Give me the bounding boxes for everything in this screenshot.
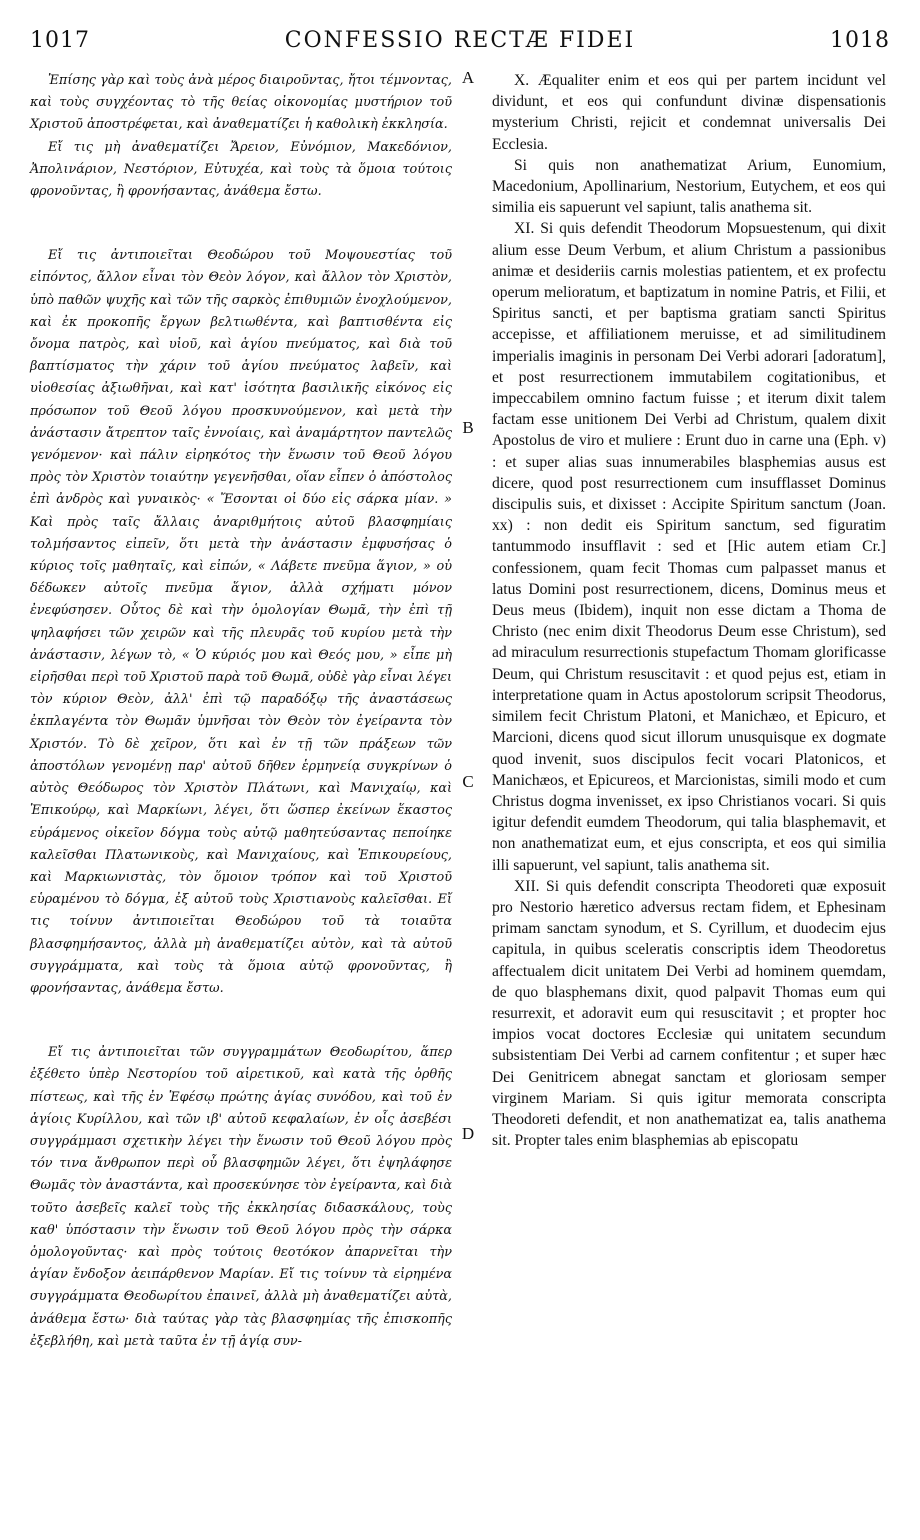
latin-paragraph: X. Æqualiter enim et eos qui per partem incidunt vel dividunt, et eos qui confundunt divinæ dispensationis mysterium Christi, rejicit et condemnat universalis Dei Ecclesia. bbox=[492, 72, 886, 153]
page-header bbox=[0, 0, 920, 70]
running-title: CONFESSIO RECTÆ FIDEI bbox=[284, 28, 636, 53]
greek-paragraph: Εἴ τις μὴ ἀναθεματίζει Ἄρειον, Εὐνόμιον, Μακεδόνιον, Ἀπολινάριον, Νεστόριον, Εὐτυχέα, καὶ τοὺς τὰ ὅμοια τούτοις φρονοῦντας, ἢ φρονήσαντας, ἀνάθεμα ἔστω. bbox=[30, 139, 452, 200]
latin-paragraph: XI. Si quis defendit Theodorum Mopsuestenum, qui dixit alium esse Deum Verbum, et alium Christum a passionibus animæ et desideriis carnis molestias patientem, et ex profectu operum melioratum, et baptizatum in nomine Patris, et Filii, et Spiritus sancti, et per baptisma gratiam sancti Spiritus accepisse, et affiliationem meruisse, et ad similitudinem imperialis imaginis in personam Dei Verbi adorari [adoratum], et post resurrectionem immutabilem cogitationibus, et impeccabilem omnino factum fuisse ; et iterum dixit talem factam esse unitionem Dei Verbi ad Christum, qualem dixit Apostolus de viro et muliere : Erunt duo in carne una (Eph. v) : et super alias suas innumerabiles blasphemias ausus est dicere, quod post resurrectionem cum insufflasset Dominus discipulis suis, et dixisset : Accipite Spiritum sanctum (Joan. xx) : non dedit eis Spiritum sanctum, sed figuratim tantummodo insufflavit : sed et [Hic autem etiam Cr.] confessionem, quam fecit Thomas cum palpasset manus et latus Domini post resurrectionem, dicens, Dominus meus et Deus meus (Ibidem), inquit non esse dictam a Thoma de Christo (nec enim dixit Theodorus Deum esse Christum), sed ad miraculum resurrectionis stupefactum Thomam glorificasse Deum, qui Christum resuscitavit : et quod pejus est, etiam in interpretatione quam in Actus apostolorum scripsit Theodorus, similem fecit Christum Platoni, et Manichæo, et Epicuro, et Marcioni, dicens quod sicut illorum unusquisque ex dogmate quod invenit, suos discipulos fecit vocari Platonicos, et Manichæos, et Epicureos, et Marcionistas, simili modo et cum Christus dogma invenisset, ex ipso Christianos vocari. Si quis igitur defendit eumdem Theodorum, qui talia blasphemavit, et non anathematizat eum, et ejus conscripta, et eos qui similia illi sapuerunt, vel sapiunt, talis anathema sit. bbox=[492, 220, 886, 874]
paragraph-gap bbox=[30, 203, 452, 245]
latin-column bbox=[492, 70, 886, 1151]
page-number-right: 1018 bbox=[830, 28, 890, 53]
greek-paragraph: Εἴ τις ἀντιποιεῖται Θεοδώρου τοῦ Μοψουεστίας τοῦ εἰπόντος, ἄλλον εἶναι τὸν Θεὸν λόγον, καὶ ἄλλον τὸν Χριστὸν, ὑπὸ παθῶν ψυχῆς καὶ τῶν τῆς σαρκὸς ἐπιθυμιῶν ἐνοχλούμενον, καὶ ἐκ προκοπῆς ἔργων βελτιωθέντα, καὶ βαπτισθέντα εἰς ὄνομα πατρὸς, καὶ υἱοῦ, καὶ ἁγίου πνεύματος, καὶ διὰ τοῦ βαπτίσματος τὴν χάριν τοῦ ἁγίου πνεύματος λαβεῖν, καὶ υἱοθεσίας ἀξιωθῆναι, καὶ κατ' ἰσότητα βασιλικῆς εἰκόνος εἰς πρόσωπον τοῦ Θεοῦ λόγου προσκυνούμενον, καὶ μετὰ τὴν ἀνάστασιν ἄτρεπτον ταῖς ἐννοίαις, καὶ ἀναμάρτητον παντελῶς γενόμενον· καὶ πάλιν εἰρηκότος τὴν ἕνωσιν τοῦ Θεοῦ λόγου πρὸς τὸν Χριστὸν τοιαύτην γεγενῆσθαι, οἵαν εἶπεν ὁ ἀπόστολος ἐπὶ ἀνδρὸς καὶ γυναικὸς· « Ἔσονται οἱ δύο εἰς σάρκα μίαν. » Καὶ πρὸς ταῖς ἄλλαις ἀναριθμήτοις αὐτοῦ βλασφημίαις τολμήσαντος εἰπεῖν, ὅτι μετὰ τὴν ἀνάστασιν ἐμφυσήσας ὁ κύριος τοῖς μαθηταῖς, καὶ εἰπών, « Λάβετε πνεῦμα ἅγιον, » οὐ δέδωκεν αὐτοῖς πνεῦμα ἅγιον, ἀλλὰ σχήματι μόνον ἐνεφύσησεν. Οὗτος δὲ καὶ τὴν ὁμολογίαν Θωμᾶ, τὴν ἐπὶ τῇ ψηλαφήσει τῶν χειρῶν καὶ τῆς πλευρᾶς τοῦ κυρίου μετὰ τὴν ἀνάστασιν, λέγων τὸ, « Ὁ κύριός μου καὶ Θεός μου, » εἶπε μὴ εἰρῆσθαι περὶ τοῦ Χριστοῦ παρὰ τοῦ Θωμᾶ, οὐδὲ γὰρ εἶναι λέγει τὸν κύριον Θεὸν, ἀλλ' ἐπὶ τῷ παραδόξῳ τῆς ἀναστάσεως ἐκπλαγέντα τὸν Θωμᾶν ὑμνῆσαι τὸν Θεὸν τὸν ἐγείραντα τὸν Χριστόν. Τὸ δὲ χεῖρον, ὅτι καὶ ἐν τῇ τῶν πράξεων τῶν ἀποστόλων γενομένῃ παρ' αὐτοῦ δῆθεν ἑρμηνείᾳ συγκρίνων ὁ αὐτὸς Θεόδωρος τὸν Χριστὸν Πλάτωνι, καὶ Μανιχαίῳ, καὶ Ἐπικούρῳ, καὶ Μαρκίωνι, λέγει, ὅτι ὥσπερ ἐκείνων ἕκαστος εὑράμενος οἰκεῖον δόγμα τοὺς αὐτῷ μαθητεύσαντας πεποίηκε καλεῖσθαι Πλατωνικοὺς, καὶ Μανιχαίους, καὶ Ἐπικουρείους, καὶ Μαρκιωνιστὰς, τὸν ὅμοιον τρόπον καὶ τοῦ Χριστοῦ εὑραμένου τὸ δόγμα, ἐξ αὐτοῦ τοὺς Χριστιανοὺς καλεῖσθαι. Εἴ τις τοίνυν ἀντιποιεῖται Θεοδώρου τοῦ τὰ τοιαῦτα βλασφημήσαντος, ἀλλὰ μὴ ἀναθεματίζει αὐτὸν, καὶ τὰ αὐτοῦ συγγράμματα, καὶ τοὺς τὰ ὅμοια αὐτῷ φρονοῦντας, ἢ φρονήσαντας, ἀνάθεμα ἔστω. bbox=[30, 248, 452, 996]
margin-letter-d: D bbox=[461, 1124, 475, 1143]
margin-letter-a: A bbox=[461, 68, 475, 87]
margin-letter-b: B bbox=[462, 418, 474, 437]
margin-letter-c: C bbox=[462, 772, 474, 791]
greek-column bbox=[30, 70, 452, 1353]
greek-paragraph: Εἴ τις ἀντιποιεῖται τῶν συγγραμμάτων Θεοδωρίτου, ἅπερ ἐξέθετο ὑπὲρ Νεστορίου τοῦ αἱρετικοῦ, καὶ κατὰ τῆς ὀρθῆς πίστεως, καὶ τῆς ἐν Ἐφέσῳ πρώτης ἁγίας συνόδου, καὶ τοῦ ἐν ἁγίοις Κυρίλλου, καὶ τῶν ιβ' αὐτοῦ κεφαλαίων, ἐν οἷς ἀσεβέσι συγγράμμασι σχετικὴν λέγει τὴν ἕνωσιν τοῦ Θεοῦ λόγου πρὸς τόν τινα ἄνθρωπον περὶ οὗ βλασφημῶν λέγει, ὅτι ἐψηλάφησε Θωμᾶς τὸν ἀναστάντα, καὶ προσεκύνησε τὸν ἐγείραντα, καὶ διὰ τοῦτο ἀσεβεῖς καλεῖ τοὺς τῆς ἐκκλησίας διδασκάλους, τοὺς καθ' ὑπόστασιν τὴν ἕνωσιν τοῦ Θεοῦ λόγου πρὸς τὴν σάρκα ὁμολογοῦντας· καὶ πρὸς τούτοις θεοτόκον ἀπαρνεῖται τὴν ἁγίαν ἔνδοξον ἀειπάρθενον Μαρίαν. Εἴ τις τοίνυν τὰ εἰρημένα συγγράμματα Θεοδωρίτου ἐπαινεῖ, ἀλλὰ μὴ ἀναθεματίζει αὐτὰ, ἀνάθεμα ἔστω· διὰ ταύτας γὰρ τὰς βλασφημίας τῆς ἐπισκοπῆς ἐξεβλήθη, καὶ μετὰ ταῦτα ἐν τῇ ἁγίᾳ συν- bbox=[30, 1045, 452, 1349]
greek-paragraph: Ἐπίσης γὰρ καὶ τοὺς ἀνὰ μέρος διαιροῦντας, ἤτοι τέμνοντας, καὶ τοὺς συγχέοντας τὸ τῆς θείας οἰκονομίας μυστήριον τοῦ Χριστοῦ ἀποστρέφεται, καὶ ἀναθεματίζει ἡ καθολικὴ ἐκκλησία. bbox=[30, 73, 452, 133]
paragraph-gap bbox=[30, 1000, 452, 1042]
page-number-left: 1017 bbox=[30, 28, 90, 53]
latin-paragraph: XII. Si quis defendit conscripta Theodoreti quæ exposuit pro Nestorio hæretico adversus rectam fidem, et Ephesinam primam sanctam synodum, et S. Cyrillum, et duodecim ejus capitula, in quibus sceleratis conscriptis idem Theodoretus affectualem dicit unitatem Dei Verbi ad hominem quemdam, de quo blasphemans dixit, quod palpavit Thomas eum qui resurrexit, et adoravit eum qui resuscitavit ; et propter hoc impios vocat doctores Ecclesiæ qui unitatem secundum subsistentiam Dei Verbi ad carnem confitentur ; et super hæc Dei Genitricem abnegat sanctam et gloriosam semper virginem Mariam. Si quis igitur memorata conscripta Theodoreti defendit, et non anathematizat ea, talis anathema sit. Propter tales enim blasphemias ab episcopatu bbox=[492, 877, 886, 1150]
latin-paragraph: Si quis non anathematizat Arium, Eunomium, Macedonium, Apollinarium, Nestorium, Eutychem, et eos qui similia eis sapuerunt vel sapiunt, talis anathema sit. bbox=[492, 156, 886, 217]
